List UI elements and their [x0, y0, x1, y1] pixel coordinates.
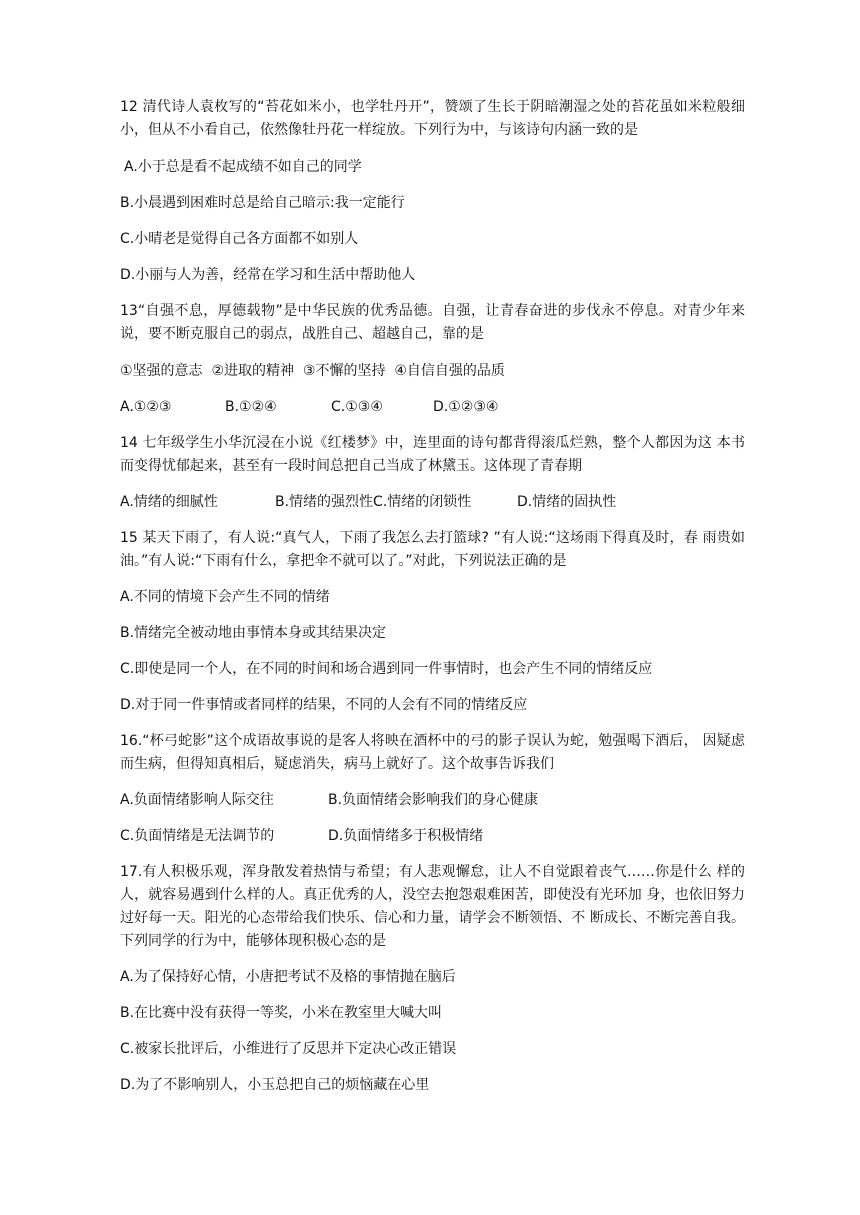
- option-d: D.负面情绪多于积极情绪: [328, 828, 484, 844]
- question-14: [120, 432, 745, 513]
- option-d: D.情绪的固执性: [517, 494, 617, 510]
- option-d: D.①②③④: [433, 399, 499, 415]
- option-a: A.不同的情境下会产生不同的情绪: [120, 589, 330, 605]
- option-b: B.小晨遇到困难时总是给自己暗示:我一定能行: [120, 195, 405, 211]
- option-c: C.①③④: [331, 399, 383, 415]
- option-row: [120, 396, 745, 418]
- question-stem: 12 清代诗人袁枚写的“苔花如米小，也学牡丹开”，赞颂了生长于阴暗潮湿之处的苔花虽如米粒般细小，但从不小看自己，依然像牡丹花一样绽放。下列行为中，与该诗句内涵一致的是: [120, 99, 745, 138]
- option-b: B.在比赛中没有获得一等奖，小米在教室里大喊大叫: [120, 1005, 443, 1021]
- option-d: D.对于同一件事情或者同样的结果，不同的人会有不同的情绪反应: [120, 697, 528, 713]
- option-a: A.小于总是看不起成绩不如自己的同学: [124, 159, 362, 175]
- question-17: [120, 861, 745, 1096]
- option-c: C.情绪的闭锁性: [373, 494, 472, 510]
- question-15: [120, 527, 745, 716]
- question-16: [120, 730, 745, 847]
- option-b: B.负面情绪会影响我们的身心健康: [328, 792, 539, 808]
- question-stem: 14 七年级学生小华沉浸在小说《红楼梦》中，连里面的诗句都背得滚瓜烂熟，整个人都因为这 本书而变得忧郁起来，甚至有一段时间总把自己当成了林黛玉。这体现了青春期: [120, 435, 745, 474]
- option-row: [120, 825, 745, 847]
- option-c: C.小晴老是觉得自己各方面都不如别人: [120, 231, 359, 247]
- option-a: A.①②③: [120, 399, 172, 415]
- option-c: C.负面情绪是无法调节的: [120, 828, 275, 844]
- option-b: B.情绪完全被动地由事情本身或其结果决定: [120, 625, 387, 641]
- question-stem: 15 某天下雨了，有人说:“真气人，下雨了我怎么去打篮球? ”有人说:“这场雨下得真及时，春 雨贵如油。”有人说:“下雨有什么，拿把伞不就可以了。”对此，下列说法正确的是: [120, 530, 745, 569]
- question-stem: 17.有人积极乐观，浑身散发着热情与希望；有人悲观懈怠，让人不自觉跟着丧气……你是什么 样的人，就容易遇到什么样的人。真正优秀的人，没空去抱怨艰难困苦，即使没有光环加 身，也依旧努力过好每一天。阳光的心态带给我们快乐、信心和力量，请学会不断领悟、不 断成长、不断完善自我。下列同学的行为中，能够体现积极心态的是: [120, 864, 745, 949]
- question-stem: 13“自强不息，厚德载物”是中华民族的优秀品德。自强，让青春奋进的步伐永不停息。对青少年来说，要不断克服自己的弱点，战胜自己、超越自己，靠的是: [120, 303, 745, 342]
- option-c: C.即使是同一个人，在不同的时间和场合遇到同一件事情时，也会产生不同的情绪反应: [120, 661, 653, 677]
- option-b: B.①②④: [225, 399, 277, 415]
- option-a: A.为了保持好心情，小唐把考试不及格的事情抛在脑后: [120, 969, 456, 985]
- option-a: A.负面情绪影响人际交往: [120, 792, 274, 808]
- statement-list: ①坚强的意志 ②进取的精神 ③不懈的坚持 ④自信自强的品质: [120, 363, 505, 379]
- option-a: A.情绪的细腻性: [120, 494, 218, 510]
- question-stem: 16.“杯弓蛇影”这个成语故事说的是客人将映在酒杯中的弓的影子误认为蛇，勉强喝下酒后， 因疑虑而生病，但得知真相后，疑虑消失，病马上就好了。这个故事告诉我们: [120, 733, 745, 772]
- option-d: D.小丽与人为善，经常在学习和生活中帮助他人: [120, 267, 416, 283]
- option-row: [120, 789, 745, 811]
- exam-page: [120, 96, 745, 1110]
- option-c: C.被家长批评后，小维进行了反思并下定决心改正错误: [120, 1041, 457, 1057]
- option-b: B.情绪的强烈性: [275, 494, 374, 510]
- question-12: [120, 96, 745, 286]
- question-13: [120, 300, 745, 418]
- option-row: [120, 491, 745, 513]
- option-d: D.为了不影响别人，小玉总把自己的烦恼藏在心里: [120, 1077, 430, 1093]
